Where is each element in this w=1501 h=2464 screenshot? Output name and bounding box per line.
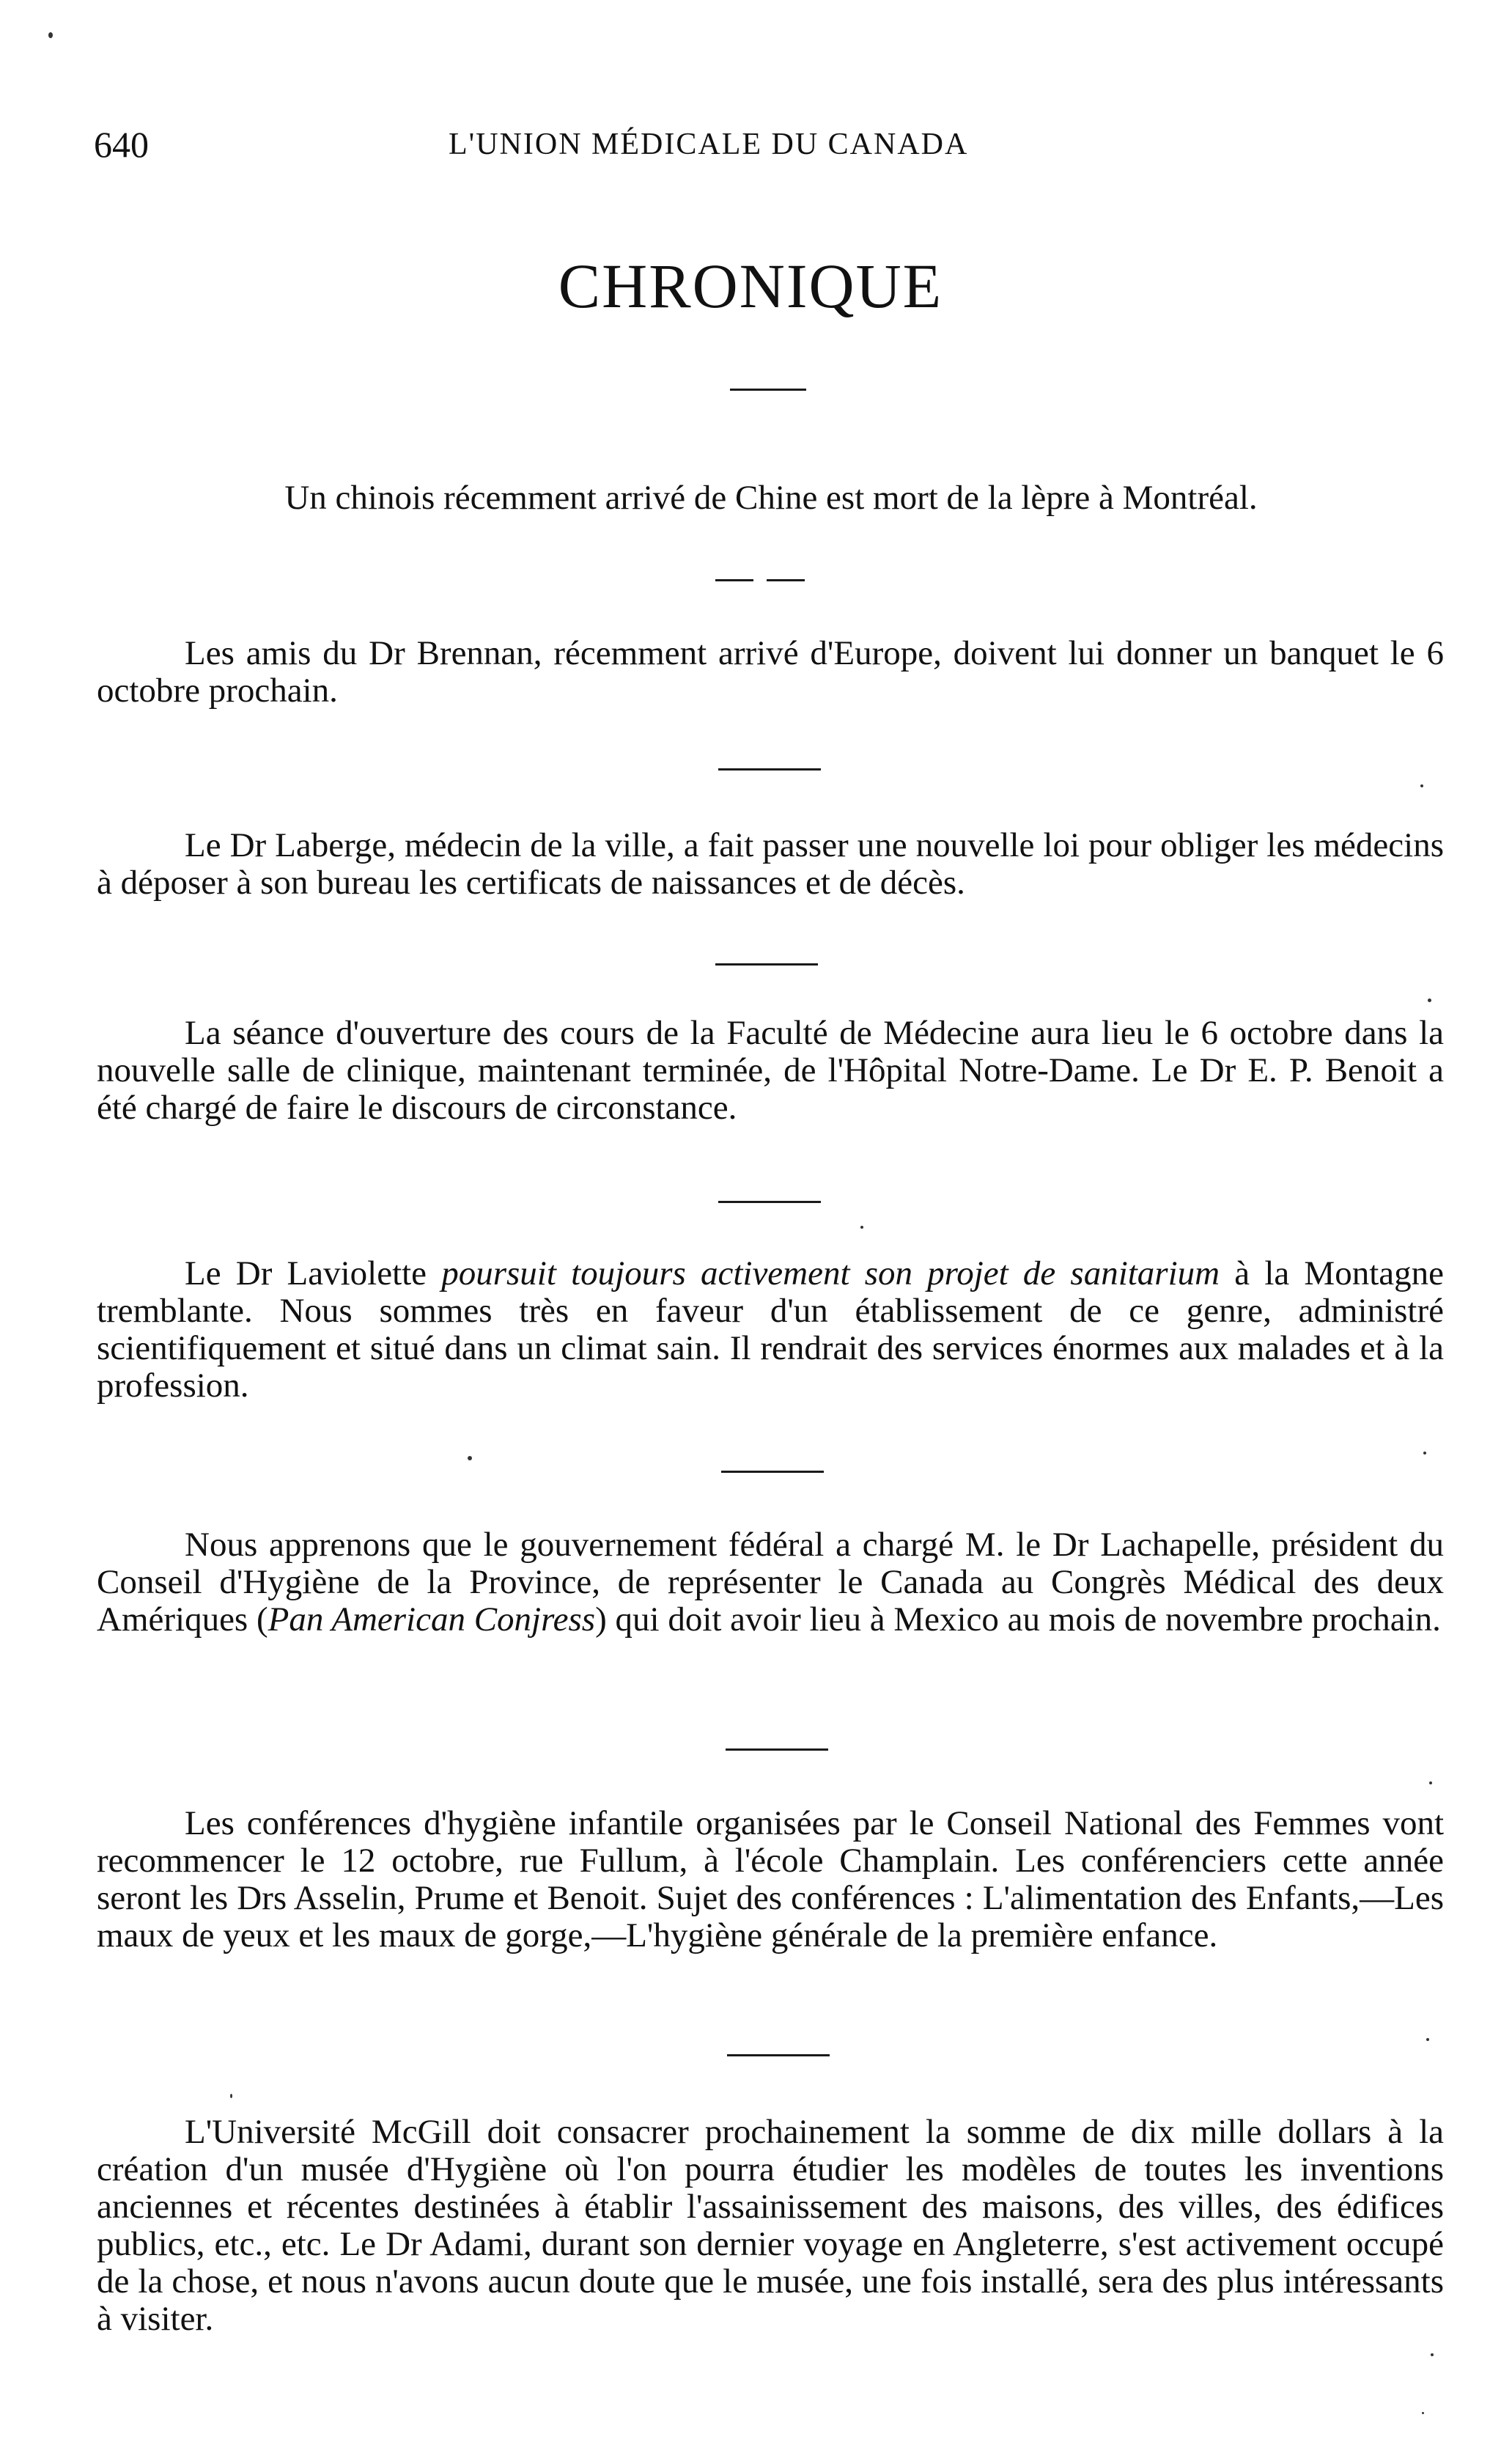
scan-speck	[1420, 784, 1423, 787]
divider-rule	[767, 579, 805, 581]
paragraph-italic-text: Pan American Conjress	[268, 1600, 596, 1639]
divider-rule	[718, 768, 821, 771]
news-paragraph-4	[97, 1015, 1444, 1127]
paragraph-text: à la Montagne tremblante. Nous sommes très en faveur d'un établissement de ce genre, administré scientifiquement et situé dans un climat sain. Il rendrait des services énormes aux malades et à la profession.	[97, 1254, 1444, 1405]
divider-rule	[727, 2054, 830, 2056]
scan-speck	[1426, 2038, 1429, 2041]
scan-speck	[230, 2094, 232, 2098]
paragraph-text: La séance d'ouverture des cours de la Faculté de Médecine aura lieu le 6 octobre dans la nouvelle salle de clinique, maintenant terminée, de l'Hôpital Notre-Dame. Le Dr E. P. Benoit a été chargé de faire le discours de circonstance.	[97, 1014, 1444, 1127]
paragraph-italic-text: poursuit toujours activement son projet de sanitarium	[441, 1254, 1220, 1292]
news-paragraph-5	[97, 1255, 1444, 1405]
scan-speck	[1422, 2412, 1424, 2414]
journal-title: L'UNION MÉDICALE DU CANADA	[449, 128, 969, 161]
news-paragraph-2: Les amis du Dr Brennan, récemment arrivé d'Europe, doivent lui donner un banquet le 6 octobre prochain.	[97, 634, 1444, 710]
divider-rule	[730, 389, 806, 391]
scan-speck	[860, 1226, 863, 1229]
news-paragraph-3: Le Dr Laberge, médecin de la ville, a fait passer une nouvelle loi pour obliger les médecins à déposer à son bureau les certificats de naissances et de décès.	[97, 826, 1444, 902]
divider-rule	[718, 1201, 821, 1203]
paragraph-text: Le Dr Laviolette	[185, 1254, 442, 1292]
page-number: 640	[94, 124, 149, 165]
scan-speck	[48, 32, 53, 38]
news-paragraph-6	[97, 1526, 1444, 1639]
divider-rule	[715, 963, 818, 966]
paragraph-text: ) qui doit avoir lieu à Mexico au mois de novembre prochain.	[595, 1600, 1441, 1639]
divider-rule	[726, 1748, 828, 1751]
scan-speck	[1423, 1452, 1426, 1455]
running-head	[94, 119, 1435, 170]
divider-rule	[721, 1471, 824, 1473]
news-paragraph-8: L'Université McGill doit consacrer prochainement la somme de dix mille dollars à la création d'un musée d'Hygiène où l'on pourra étudier les modèles de toutes les inventions anciennes et récentes destinées à établir l'assainissement des maisons, des villes, des édifices publics, etc., etc. Le Dr Adami, durant son dernier voyage en Angleterre, s'est activement occupé de la chose, et nous n'avons aucun doute que le musée, une fois installé, sera des plus intéressants à visiter.	[97, 2113, 1444, 2338]
paragraph-text: Nous apprenons que le gouvernement fédéral a chargé M. le Dr Lachapelle, président du Conseil d'Hygiène de la Province, de représenter le Canada au Congrès Médical des deux Amériques (	[97, 1526, 1444, 1639]
scan-speck	[1428, 999, 1431, 1002]
scan-speck	[1431, 2353, 1434, 2356]
news-paragraph-7: Les conférences d'hygiène infantile organisées par le Conseil National des Femmes vont recommencer le 12 octobre, rue Fullum, à l'école Champlain. Les conférenciers cette année seront les Drs Asselin, Prume et Benoit. Sujet des conférences : L'alimentation des Enfants,—Les maux de yeux et les maux de gorge,—L'hygiène générale de la première enfance.	[97, 1804, 1444, 1954]
scan-speck	[468, 1456, 472, 1460]
divider-rule	[715, 579, 753, 581]
section-title: CHRONIQUE	[558, 251, 943, 321]
news-paragraph-1: Un chinois récemment arrivé de Chine est mort de la lèpre à Montréal.	[284, 479, 1258, 517]
scan-speck	[1429, 1781, 1432, 1784]
